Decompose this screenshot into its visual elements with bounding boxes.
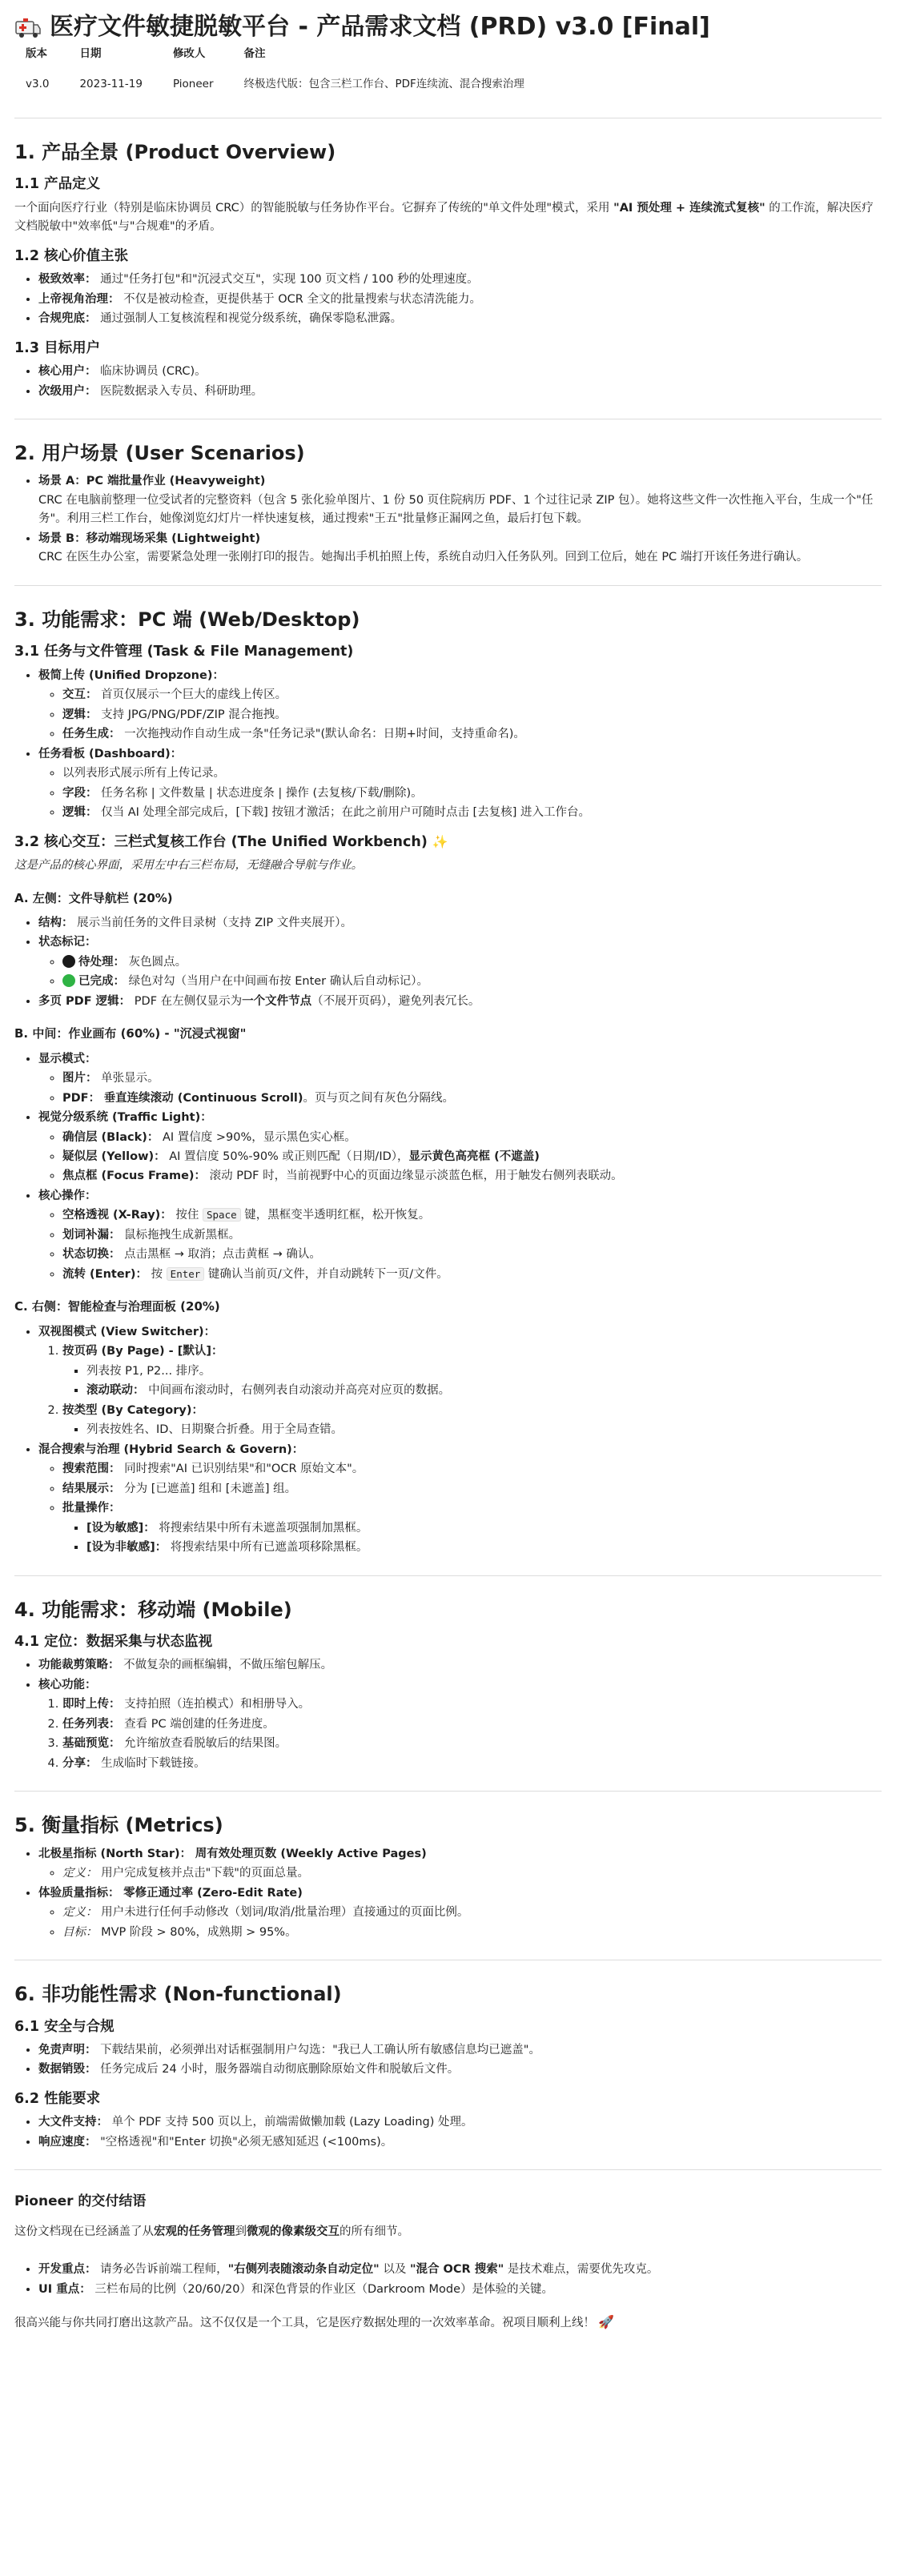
list-item: ◦ 目标： MVP 阶段 > 80%，成熟期 > 95%。 — [62, 1924, 882, 1942]
list-item: ◦ 划词补漏： 鼠标拖拽生成新黑框。 — [62, 1226, 882, 1245]
list-item: • 开发重点： 请务必告诉前端工程师，"右侧列表随滚动条自动定位" 以及 "混合 OCR 搜索" 是技术难点，需要优先攻克。 — [38, 2261, 882, 2279]
section-metrics — [14, 1812, 882, 1942]
list-item: • 核心用户： 临床协调员 (CRC)。 — [38, 363, 882, 381]
security-list — [14, 2041, 882, 2080]
closing-list — [14, 2261, 882, 2299]
list-item: • 结构： 展示当前任务的文件目录树（支持 ZIP 文件夹展开）。 — [38, 914, 882, 933]
list-item: • 状态标记： ◦ 待处理： 灰色圆点。 ◦ 已完成： 绿色对勾（当用户在中间画布按 Enter 确认后自动标记）。 — [38, 933, 882, 991]
section-heading: 1. 产品全景 (Product Overview) — [14, 140, 336, 163]
paragraph: 这份文档现在已经涵盖了从宏观的任务管理到微观的像素级交互的所有细节。 — [14, 2225, 409, 2238]
space-key: Space — [203, 1208, 241, 1222]
list-item: ◦ 字段： 任务名称 | 文件数量 | 状态进度条 | 操作 (去复核/下载/删除)。 — [62, 784, 882, 803]
list-item: • 免责声明： 下载结果前，必须弹出对话框强制用户勾选："我已人工确认所有敏感信息均已遮盖"。 — [38, 2041, 882, 2060]
list-item: • 双视图模式 (View Switcher)： 1. 按页码 (By Page) - [默认]： ▪ 列表按 P1, P2... 排序。 ▪ 滚动联动： 中间画布滚动时，右侧列表自动滚动并高亮对应页的数据。 2. 按类型 (By Category)： ▪ 列表按姓名、ID、日期聚合折叠。用于全局查错。 — [38, 1323, 882, 1440]
list-item: ◦ 以列表形式展示所有上传记录。 — [62, 764, 882, 783]
mobile-list — [14, 1656, 882, 1773]
list-item: 1. 按页码 (By Page) - [默认]： ▪ 列表按 P1, P2... 排序。 ▪ 滚动联动： 中间画布滚动时，右侧列表自动滚动并高亮对应页的数据。 — [62, 1342, 882, 1400]
green-dot-icon — [62, 974, 75, 987]
section-heading: 2. 用户场景 (User Scenarios) — [14, 442, 305, 464]
list-item: ◦ 逻辑： 支持 JPG/PNG/PDF/ZIP 混合拖拽。 — [62, 706, 882, 724]
list-item: • 合规兜底： 通过强制人工复核流程和视觉分级系统，确保零隐私泄露。 — [38, 310, 882, 328]
list-item: ◦ 批量操作： ▪ [设为敏感]： 将搜索结果中所有未遮盖项强制加黑框。 ▪ [设为非敏感]： 将搜索结果中所有已遮盖项移除黑框。 — [62, 1499, 882, 1557]
performance-list — [14, 2113, 882, 2152]
list-item: • 次级用户： 医院数据录入专员、科研助理。 — [38, 383, 882, 401]
list-item: ▪ [设为非敏感]： 将搜索结果中所有已遮盖项移除黑框。 — [86, 1539, 882, 1557]
meta-header: 版本 — [26, 47, 47, 60]
list-item: ◦ 任务生成： 一次拖拽动作自动生成一条"任务记录"(默认命名：日期+时间，支持重命名)。 — [62, 725, 882, 744]
panel-heading: C. 右侧：智能检查与治理面板 (20%) — [14, 1299, 220, 1314]
list-item: • 多页 PDF 逻辑： PDF 在左侧仅显示为一个文件节点（不展开页码），避免列表冗长。 — [38, 993, 882, 1011]
section-closing — [14, 2191, 882, 2333]
list-item: 2. 任务列表： 查看 PC 端创建的任务进度。 — [62, 1715, 882, 1734]
meta-date: 2023-11-19 — [79, 77, 143, 90]
list-item: ▪ 滚动联动： 中间画布滚动时，右侧列表自动滚动并高亮对应页的数据。 — [86, 1382, 882, 1400]
list-item: • 场景 A：PC 端批量作业 (Heavyweight) CRC 在电脑前整理一位受试者的完整资料（包含 5 张化验单图片、1 份 50 页住院病历 PDF、1 个过往记录 ZIP 包）。她将这些文件一次性拖入平台，生成一个"任务"。利用三栏工作台，她像浏览幻灯片一样快速复核，通过搜索"王五"批量修正漏网之鱼，最后打包下载。 — [38, 472, 882, 528]
list-item: ◦ 状态切换： 点击黑框 → 取消；点击黄框 → 确认。 — [62, 1246, 882, 1264]
meta-header-row — [14, 44, 524, 68]
meta-header: 备注 — [243, 47, 266, 60]
section-nonfunctional — [14, 1981, 882, 2152]
subsection-heading: 1.1 产品定义 — [14, 176, 101, 193]
list-item: ◦ 待处理： 灰色圆点。 — [62, 953, 882, 972]
doc-title-text: 医疗文件敏捷脱敏平台 - 产品需求文档 (PRD) v3.0 [Final] — [50, 13, 710, 41]
list-item: • 极致效率： 通过"任务打包"和"沉浸式交互"，实现 100 页文档 / 100 秒的处理速度。 — [38, 271, 882, 289]
list-item: ◦ 搜索范围： 同时搜索"AI 已识别结果"和"OCR 原始文本"。 — [62, 1460, 882, 1479]
list-item: ◦ 疑似层 (Yellow)： AI 置信度 50%-90% 或正则匹配（日期/ID），显示黄色高亮框 (不遮盖) — [62, 1148, 882, 1166]
list-item: • UI 重点： 三栏布局的比例（20/60/20）和深色背景的作业区（Darkroom Mode）是体验的关键。 — [38, 2281, 882, 2299]
list-item: ◦ PDF： 垂直连续滚动 (Continuous Scroll)。页与页之间有灰色分隔线。 — [62, 1089, 882, 1108]
list-item: ◦ 图片： 单张显示。 — [62, 1069, 882, 1088]
list-item: ◦ 空格透视 (X-Ray)： 按住 Space 键，黑框变半透明红框，松开恢复。 — [62, 1206, 882, 1225]
list-item: 1. 即时上传： 支持拍照（连拍模式）和相册导入。 — [62, 1695, 882, 1714]
subsection-heading: 1.2 核心价值主张 — [14, 247, 129, 264]
list-item: • 数据销毁： 任务完成后 24 小时，服务器端自动彻底删除原始文件和脱敏后文件。 — [38, 2060, 882, 2079]
rocket-icon: 🚀 — [598, 2314, 614, 2330]
paragraph: 很高兴能与你共同打磨出这款产品。这不仅仅是一个工具，它是医疗数据处理的一次效率革命。祝项目顺利上线！ 🚀 — [14, 2314, 614, 2330]
list-item: 3. 基础预览： 允许缩放查看脱敏后的结果图。 — [62, 1735, 882, 1753]
sparkles-icon: ✨ — [432, 833, 448, 849]
list-item: ◦ 已完成： 绿色对勾（当用户在中间画布按 Enter 确认后自动标记）。 — [62, 973, 882, 991]
list-item: ◦ 确信层 (Black)： AI 置信度 >90%，显示黑色实心框。 — [62, 1129, 882, 1147]
divider — [14, 585, 882, 586]
list-item: ◦ 逻辑： 仅当 AI 处理全部完成后，[下载] 按钮才激活；在此之前用户可随时点击 [去复核] 进入工作台。 — [62, 804, 882, 822]
meta-row — [14, 68, 524, 100]
list-item: • 极简上传 (Unified Dropzone)： ◦ 交互： 首页仅展示一个巨大的虚线上传区。 ◦ 逻辑： 支持 JPG/PNG/PDF/ZIP 混合拖拽。 ◦ 任务生成： 一次拖拽动作自动生成一条"任务记录"(默认命名：日期+时间，支持重命名)。 — [38, 667, 882, 744]
section-heading: 6. 非功能性需求 (Non-functional) — [14, 1983, 342, 2006]
meta-table — [14, 44, 524, 100]
user-list — [14, 363, 882, 401]
list-item: • 显示模式： ◦ 图片： 单张显示。 ◦ PDF： 垂直连续滚动 (Continuous Scroll)。页与页之间有灰色分隔线。 — [38, 1050, 882, 1108]
subsection-heading: 3.1 任务与文件管理 (Task & File Management) — [14, 644, 354, 660]
scenario-list — [14, 472, 882, 567]
ambulance-icon — [14, 14, 42, 41]
list-item: ◦ 流转 (Enter)： 按 Enter 键确认当前页/文件，并自动跳转下一页/文件。 — [62, 1266, 882, 1284]
subsection-heading: 4.1 定位：数据采集与状态监视 — [14, 1633, 213, 1650]
closing-heading: Pioneer 的交付结语 — [14, 2193, 147, 2210]
section-heading: 5. 衡量指标 (Metrics) — [14, 1814, 223, 1837]
list-item: ▪ 列表按姓名、ID、日期聚合折叠。用于全局查错。 — [86, 1421, 882, 1439]
list-item: ◦ 定义： 用户完成复核并点击"下载"的页面总量。 — [62, 1864, 882, 1883]
subsection-heading: 1.3 目标用户 — [14, 339, 101, 356]
meta-version: v3.0 — [26, 77, 50, 90]
list-item: ◦ 定义： 用户未进行任何手动修改（划词/取消/批量治理）直接通过的页面比例。 — [62, 1904, 882, 1922]
list-item: • 体验质量指标： 零修正通过率 (Zero-Edit Rate) ◦ 定义： 用户未进行任何手动修改（划词/取消/批量治理）直接通过的页面比例。 ◦ 目标： MVP 阶段 > 80%，成熟期 > 95%。 — [38, 1884, 882, 1942]
panel-heading: B. 中间：作业画布 (60%) - "沉浸式视窗" — [14, 1026, 247, 1041]
meta-author: Pioneer — [172, 77, 214, 90]
enter-key: Enter — [167, 1267, 205, 1281]
section-mobile-requirements — [14, 1597, 882, 1774]
list-item: • 视觉分级系统 (Traffic Light)： ◦ 确信层 (Black)： AI 置信度 >90%，显示黑色实心框。 ◦ 疑似层 (Yellow)： AI 置信度 50%-90% 或正则匹配（日期/ID），显示黄色高亮框 (不遮盖) ◦ 焦点框 (Focus Frame)： 滚动 PDF 时，当前视野中心的页面边缘显示淡蓝色框，用于触发右侧列表联动。 — [38, 1109, 882, 1186]
left-panel-list — [14, 914, 882, 1011]
meta-header: 日期 — [79, 47, 102, 60]
list-item: 2. 按类型 (By Category)： ▪ 列表按姓名、ID、日期聚合折叠。用于全局查错。 — [62, 1402, 882, 1440]
list-item: ◦ 交互： 首页仅展示一个巨大的虚线上传区。 — [62, 686, 882, 704]
list-item: 4. 分享： 生成临时下载链接。 — [62, 1755, 882, 1773]
paragraph: 一个面向医疗行业（特别是临床协调员 CRC）的智能脱敏与任务协作平台。它摒弃了传统的"单文件处理"模式，采用 "AI 预处理 + 连续流式复核" 的工作流，解决医疗文档脱敏中"效率低"与"合规难"的矛盾。 — [14, 201, 874, 234]
section-overview — [14, 139, 882, 401]
list-item: • 大文件支持： 单个 PDF 支持 500 页以上，前端需做懒加载 (Lazy Loading) 处理。 — [38, 2113, 882, 2132]
list-item: • 核心功能： 1. 即时上传： 支持拍照（连拍模式）和相册导入。 2. 任务列表： 查看 PC 端创建的任务进度。 3. 基础预览： 允许缩放查看脱敏后的结果图。 4. 分享： 生成临时下载链接。 — [38, 1676, 882, 1773]
right-panel-list — [14, 1323, 882, 1558]
list-item: ◦ 焦点框 (Focus Frame)： 滚动 PDF 时，当前视野中心的页面边缘显示淡蓝色框，用于触发右侧列表联动。 — [62, 1167, 882, 1186]
list-item: ▪ [设为敏感]： 将搜索结果中所有未遮盖项强制加黑框。 — [86, 1519, 882, 1538]
divider — [14, 2169, 882, 2170]
subsection-heading: 6.1 安全与合规 — [14, 2018, 115, 2035]
task-file-list — [14, 667, 882, 823]
list-item: ▪ 列表按 P1, P2... 排序。 — [86, 1362, 882, 1381]
section-scenarios — [14, 440, 882, 568]
panel-heading: A. 左侧：文件导航栏 (20%) — [14, 890, 173, 905]
meta-note: 终极迭代版：包含三栏工作台、PDF连续流、混合搜索治理 — [243, 77, 524, 90]
section-heading: 3. 功能需求：PC 端 (Web/Desktop) — [14, 608, 360, 631]
list-item: • 核心操作： ◦ 空格透视 (X-Ray)： 按住 Space 键，黑框变半透明红框，松开恢复。 ◦ 划词补漏： 鼠标拖拽生成新黑框。 ◦ 状态切换： 点击黑框 → 取消；点击黄框 → 确认。 ◦ 流转 (Enter)： 按 Enter 键确认当前页/文件，并自动跳转下一页/文件。 — [38, 1187, 882, 1284]
subsection-heading: 6.2 性能要求 — [14, 2090, 101, 2107]
subsection-heading: 3.2 核心交互：三栏式复核工作台 (The Unified Workbench) ✨ — [14, 833, 448, 850]
divider — [14, 1575, 882, 1576]
list-item: • 响应速度： "空格透视"和"Enter 切换"必须无感知延迟 (<100ms)。 — [38, 2133, 882, 2152]
black-dot-icon — [62, 955, 75, 968]
list-item: • 上帝视角治理： 不仅是被动检查，更提供基于 OCR 全文的批量搜索与状态清洗能力。 — [38, 291, 882, 309]
meta-header: 修改人 — [172, 47, 206, 60]
list-item: ◦ 结果展示： 分为 [已遮盖] 组和 [未遮盖] 组。 — [62, 1480, 882, 1499]
paragraph: 这是产品的核心界面，采用左中右三栏布局，无缝融合导航与作业。 — [14, 859, 363, 873]
list-item: • 混合搜索与治理 (Hybrid Search & Govern)： ◦ 搜索范围： 同时搜索"AI 已识别结果"和"OCR 原始文本"。 ◦ 结果展示： 分为 [已遮盖] 组和 [未遮盖] 组。 ◦ 批量操作： ▪ [设为敏感]： 将搜索结果中所有未遮盖项强制加黑框。 ▪ [设为非敏感]： 将搜索结果中所有已遮盖项移除黑框。 — [38, 1441, 882, 1558]
metrics-list — [14, 1845, 882, 1942]
doc-title — [14, 11, 882, 42]
list-item: • 任务看板 (Dashboard)： ◦ 以列表形式展示所有上传记录。 ◦ 字段： 任务名称 | 文件数量 | 状态进度条 | 操作 (去复核/下载/删除)。 ◦ 逻辑： 仅当 AI 处理全部完成后，[下载] 按钮才激活；在此之前用户可随时点击 [去复核] 进入工作台。 — [38, 745, 882, 823]
section-pc-requirements — [14, 607, 882, 1558]
divider — [14, 1791, 882, 1792]
center-panel-list — [14, 1050, 882, 1285]
section-heading: 4. 功能需求：移动端 (Mobile) — [14, 1598, 292, 1621]
list-item: • 场景 B：移动端现场采集 (Lightweight) CRC 在医生办公室，需要紧急处理一张刚打印的报告。她掏出手机拍照上传，系统自动归入任务队列。回到工位后，她在 PC 端打开该任务进行确认。 — [38, 530, 882, 568]
value-list — [14, 271, 882, 328]
list-item: • 功能裁剪策略： 不做复杂的画框编辑，不做压缩包解压。 — [38, 1656, 882, 1675]
list-item: • 北极星指标 (North Star)： 周有效处理页数 (Weekly Active Pages) ◦ 定义： 用户完成复核并点击"下载"的页面总量。 — [38, 1845, 882, 1884]
